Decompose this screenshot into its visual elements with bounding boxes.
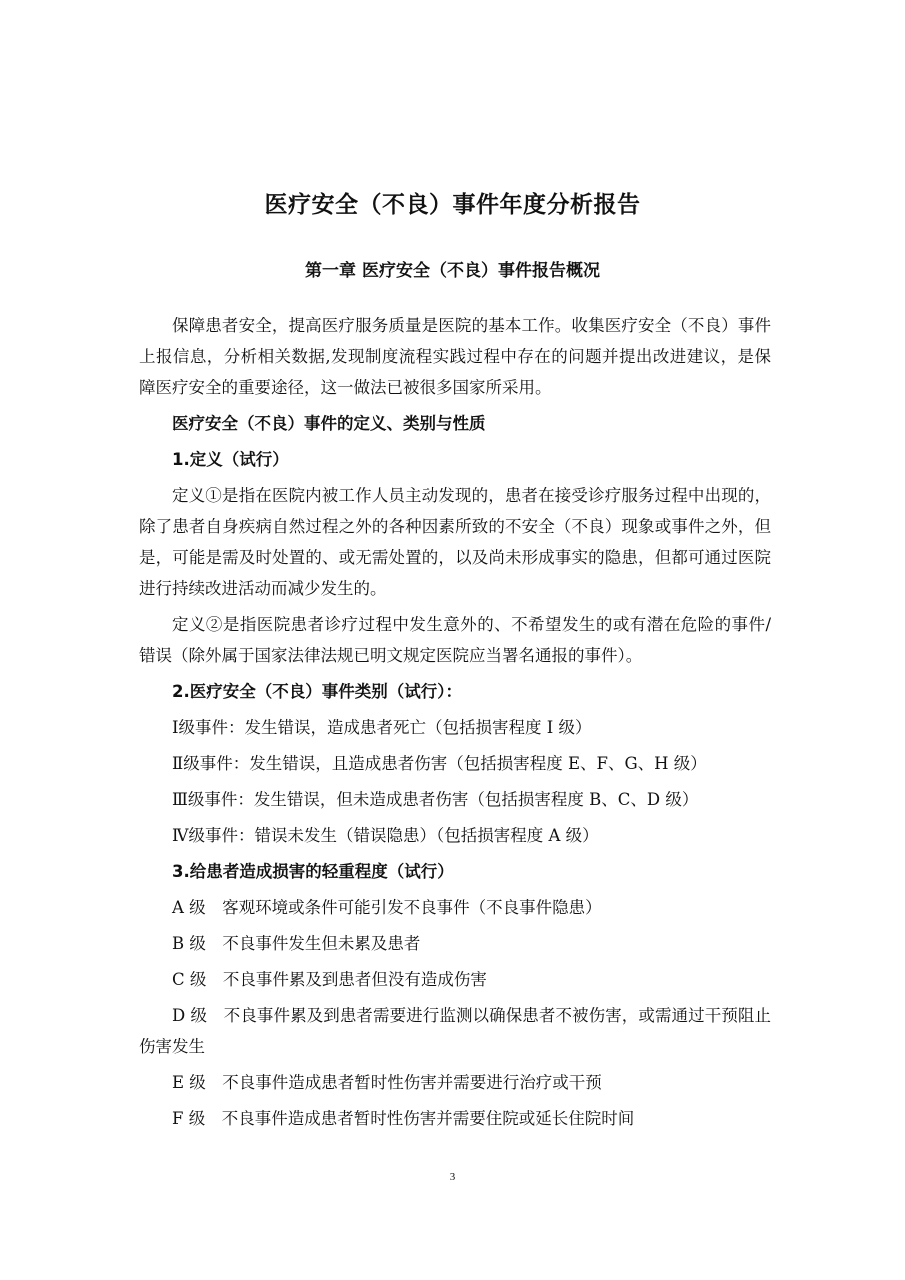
category-3-item: Ⅲ级事件：发生错误，但未造成患者伤害（包括损害程度 B、C、D 级） — [172, 790, 699, 809]
subsection-heading-definition: 1.定义（试行） — [172, 450, 289, 469]
intro-paragraph: 保障患者安全，提高医疗服务质量是医院的基本工作。收集医疗安全（不良）事件上报信息，分析相关数据,发现制度流程实践过程中存在的问题并提出改进建议，是保障医疗安全的重要途径，这一做法已被很多国家所采用。 — [139, 316, 771, 397]
severity-c-item: C 级 不良事件累及到患者但没有造成伤害 — [172, 970, 487, 989]
subsection-heading-categories: 2.医疗安全（不良）事件类别（试行）： — [172, 682, 462, 701]
page-number: 3 — [449, 1171, 456, 1183]
subsection-heading-severity: 3.给患者造成损害的轻重程度（试行） — [172, 862, 454, 881]
severity-b-item: B 级 不良事件发生但未累及患者 — [172, 934, 421, 953]
category-4-item: Ⅳ级事件：错误未发生（错误隐患）（包括损害程度 A 级） — [172, 826, 599, 845]
definition-2-paragraph: 定义②是指医院患者诊疗过程中发生意外的、不希望发生的或有潜在危险的事件/错误（除外属于国家法律法规已明文规定医院应当署名通报的事件）。 — [139, 615, 771, 665]
severity-d-item: D 级 不良事件累及到患者需要进行监测以确保患者不被伤害，或需通过干预阻止伤害发生 — [139, 1006, 771, 1056]
category-1-item: Ⅰ级事件：发生错误，造成患者死亡（包括损害程度 I 级） — [172, 718, 592, 737]
category-2-item: Ⅱ级事件：发生错误，且造成患者伤害（包括损害程度 E、F、G、H 级） — [172, 754, 707, 773]
severity-a-item: A 级 客观环境或条件可能引发不良事件（不良事件隐患） — [172, 898, 602, 917]
severity-f-item: F 级 不良事件造成患者暂时性伤害并需要住院或延长住院时间 — [172, 1109, 635, 1128]
document-title: 医疗安全（不良）事件年度分析报告 — [264, 192, 641, 218]
definition-1-paragraph: 定义①是指在医院内被工作人员主动发现的，患者在接受诊疗服务过程中出现的，除了患者自身疾病自然过程之外的各种因素所致的不安全（不良）现象或事件之外，但是，可能是需及时处置的、或无需处置的，以及尚未形成事实的隐患，但都可通过医院进行持续改进活动而减少发生的。 — [139, 486, 771, 598]
document-body — [139, 310, 771, 1139]
section-heading: 医疗安全（不良）事件的定义、类别与性质 — [172, 414, 486, 433]
severity-e-item: E 级 不良事件造成患者暂时性伤害并需要进行治疗或干预 — [172, 1073, 602, 1092]
chapter-title: 第一章 医疗安全（不良）事件报告概况 — [305, 261, 600, 281]
